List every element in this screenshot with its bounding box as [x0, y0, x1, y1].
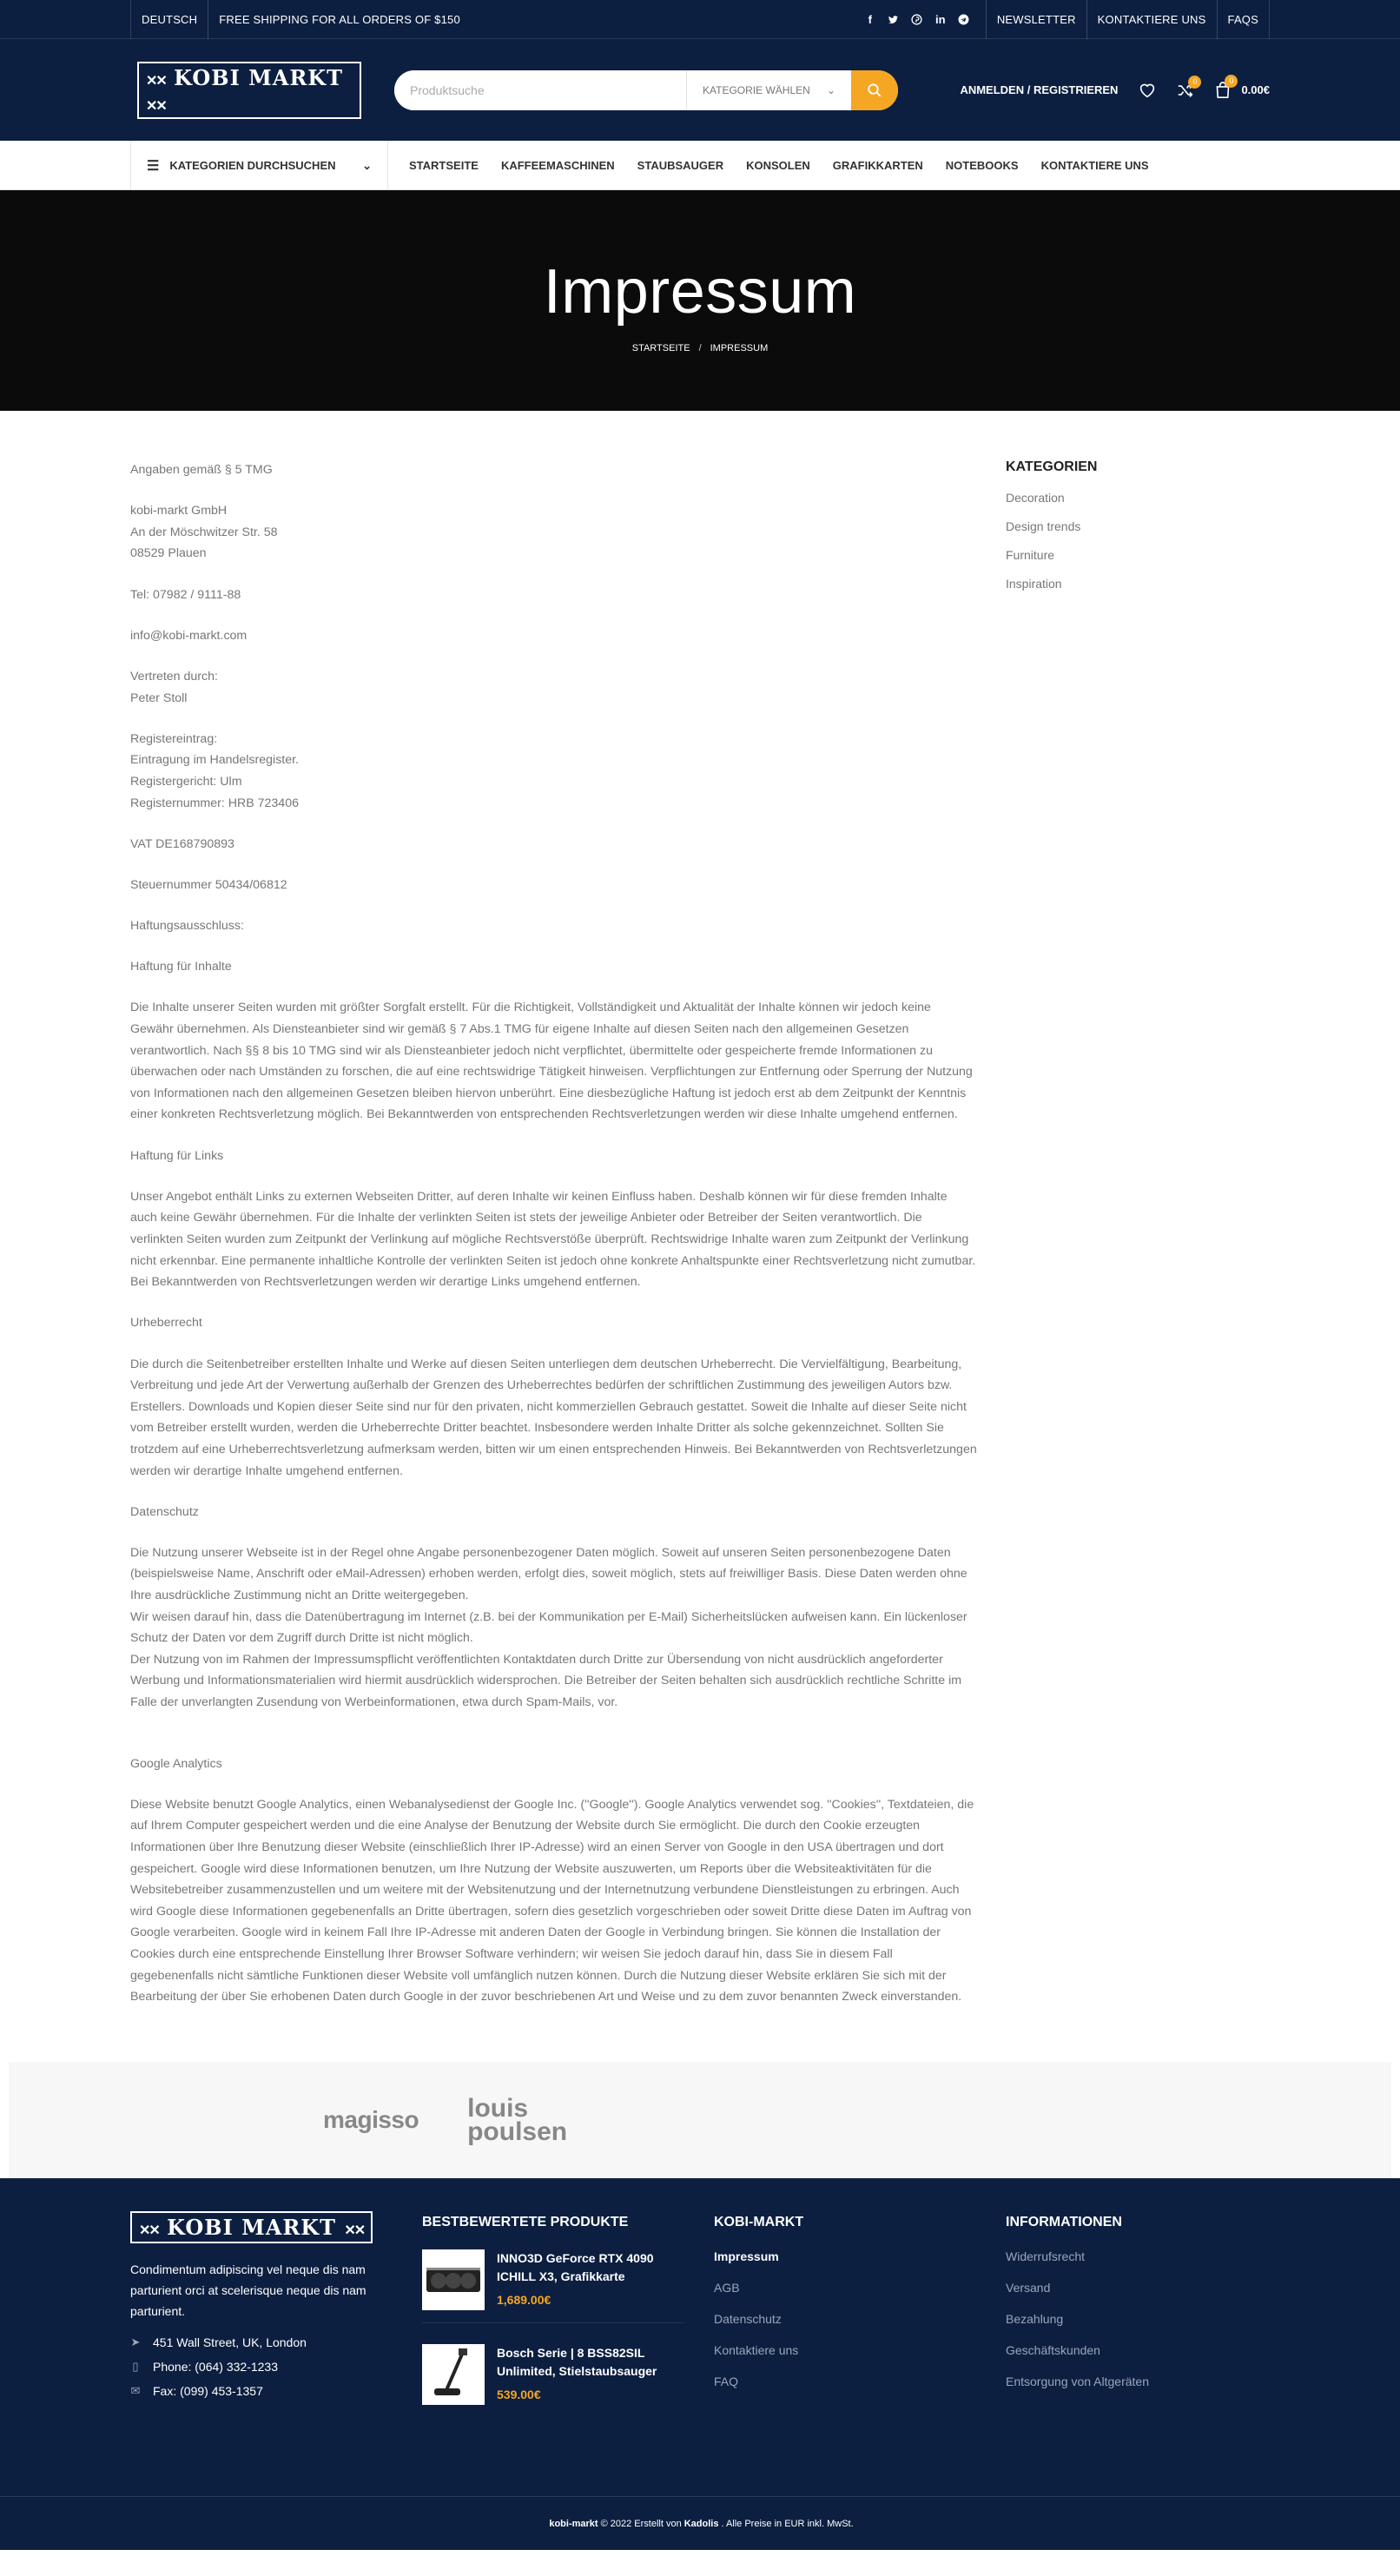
- twitter-icon[interactable]: [888, 15, 900, 25]
- email-text: info@kobi-markt.com: [130, 628, 248, 643]
- phone-icon: ▯: [132, 2360, 139, 2374]
- section-heading: Datenschutz: [130, 1504, 199, 1519]
- chevron-down-icon: ⌄: [826, 83, 835, 96]
- shipping-notice: FREE SHIPPING FOR ALL ORDERS OF $150: [208, 0, 471, 39]
- language-switcher[interactable]: DEUTSCH: [142, 13, 198, 26]
- text-paragraph: Die Nutzung unserer Webseite ist in der Regel ohne Angabe personenbezogener Daten möglich. Soweit auf unseren Seiten personenbezogene Daten (beispielsweise Name, Anschrift oder eMail-Adressen) erhoben werden, erfolgt dies, soweit möglich, stets auf freiwilliger Basis. Diese Daten werden ohne Ihre ausdrückliche Zustimmung nicht an Dritte weitergegeben. Wir weisen darauf hin, dass die Datenübertragung im Internet (z.B. bei der Kommunikation per E-Mail) Sicherheitslücken aufweisen kann. Ein lückenloser Schutz der Daten vor dem Zugriff durch Dritte ist nicht möglich. Der Nutzung von im Rahmen der Impressumspflicht veröffentlichten Kontaktdaten durch Dritte zur Übersendung von nicht ausdrücklich angeforderter Werbung und Informationsmaterialien wird hiermit ausdrücklich widersprochen. Die Betreiber der Seiten behalten sich ausdrücklich rechtliche Schritte im Falle der unverlangten Zusendung von Werbeinformationen, etwa durch Spam-Mails, vor.: [130, 1545, 967, 1710]
- footer-link-widerrufsrecht[interactable]: Widerrufsrecht: [1006, 2249, 1086, 2264]
- section-heading: Haftungsausschluss:: [130, 919, 244, 934]
- facebook-icon[interactable]: f: [868, 13, 872, 26]
- sidebar-item-inspiration[interactable]: Inspiration: [1006, 577, 1062, 591]
- representative-text: Vertreten durch: Peter Stoll: [130, 669, 218, 705]
- top-bar: [0, 0, 1400, 39]
- wishlist-icon[interactable]: [1139, 83, 1156, 98]
- brand-logo-magisso[interactable]: magisso: [323, 2106, 419, 2134]
- product-price: 1,689.00€: [497, 2293, 551, 2308]
- page-title-banner: [0, 190, 1400, 411]
- category-select[interactable]: KATEGORIE WÄHLEN ⌄: [686, 70, 851, 110]
- product-image-graphics-card: [422, 2249, 485, 2310]
- section-heading: Urheberrecht: [130, 1316, 202, 1331]
- site-logo[interactable]: ✕✕ KOBI MARKT ✕✕: [137, 75, 361, 106]
- breadcrumb-current: IMPRESSUM: [710, 343, 769, 353]
- brands-strip: [9, 2062, 1391, 2178]
- product-price: 539.00€: [497, 2388, 541, 2402]
- copyright-text: © 2022 Erstellt von: [600, 2518, 682, 2529]
- footer-fax: Fax: (099) 453-1357: [153, 2384, 263, 2399]
- cart-button[interactable]: [1215, 76, 1270, 99]
- footer-address: 451 Wall Street, UK, London: [153, 2335, 307, 2350]
- footer-link-faq[interactable]: FAQ: [714, 2375, 739, 2389]
- footer-phone: Phone: (064) 332-1233: [153, 2360, 278, 2375]
- hamburger-icon: ☰: [147, 158, 160, 174]
- product-item[interactable]: [422, 2344, 684, 2417]
- text-paragraph: Angaben gemäß § 5 TMG: [130, 463, 273, 477]
- footer-link-versand[interactable]: Versand: [1006, 2281, 1051, 2295]
- sidebar-item-design-trends[interactable]: Design trends: [1006, 519, 1081, 533]
- sidebar-item-decoration[interactable]: Decoration: [1006, 491, 1065, 505]
- pinterest-icon[interactable]: [911, 14, 923, 25]
- section-heading: Google Analytics: [130, 1756, 222, 1771]
- copyright-brand: kobi-markt: [549, 2518, 598, 2529]
- footer-link-bezahlung[interactable]: Bezahlung: [1006, 2312, 1064, 2327]
- footer-description: Condimentum adipiscing vel neque dis nam parturient orci at scelerisque neque dis nam parturient.: [130, 2262, 367, 2319]
- linkedin-icon[interactable]: in: [935, 13, 946, 26]
- product-name: Bosch Serie | 8 BSS82SIL Unlimited, Stielstaubsauger: [497, 2346, 657, 2379]
- chevron-down-icon: ⌄: [362, 158, 372, 172]
- nav-item-grafikkarten[interactable]: GRAFIKKARTEN: [832, 159, 923, 172]
- sidebar-item-furniture[interactable]: Furniture: [1006, 548, 1055, 562]
- page-title: Impressum: [543, 257, 857, 327]
- text-paragraph: Unser Angebot enthält Links zu externen Webseiten Dritter, auf deren Inhalte wir keinen Einfluss haben. Deshalb können wir für diese fremden Inhalte auch keine Gewähr übernehmen. Für die Inhalte der verlinkten Seiten ist stets der jeweilige Anbieter oder Betreiber der Seiten verantwortlich. Die verlinkten Seiten wurden zum Zeitpunkt der Verlinkung auf mögliche Rechtsverstöße überprüft. Rechtswidrige Inhalte waren zum Zeitpunkt der Verlinkung nicht erkennbar. Eine permanente inhaltliche Kontrolle der verlinkten Seiten ist jedoch ohne konkrete Anhaltspunkte einer Rechtsverletzung nicht zumutbar. Bei Bekanntwerden von Rechtsverletzungen werden wir derartige Links umgehend entfernen.: [130, 1189, 976, 1290]
- footer-link-impressum[interactable]: Impressum: [714, 2249, 779, 2264]
- section-heading: Haftung für Links: [130, 1148, 224, 1163]
- breadcrumb-home[interactable]: STARTSEITE: [631, 343, 690, 353]
- footer-logo[interactable]: ✕✕ KOBI MARKT ✕✕: [130, 2215, 373, 2240]
- login-register-link[interactable]: ANMELDEN / REGISTRIEREN: [960, 83, 1119, 96]
- product-item[interactable]: [422, 2249, 684, 2323]
- footer-kobi-title: KOBI-MARKT: [714, 2215, 804, 2230]
- breadcrumb: STARTSEITE / IMPRESSUM: [631, 343, 769, 353]
- footer-info-title: INFORMATIONEN: [1006, 2215, 1122, 2230]
- tax-number-text: Steuernummer 50434/06812: [130, 877, 287, 892]
- nav-item-startseite[interactable]: STARTSEITE: [409, 159, 479, 172]
- location-icon: ➤: [130, 2335, 141, 2349]
- company-address: kobi-markt GmbH An der Möschwitzer Str. 58 08529 Plauen: [130, 504, 278, 561]
- search-icon: [867, 83, 882, 98]
- nav-item-staubsauger[interactable]: STAUBSAUGER: [637, 159, 724, 172]
- footer-link-entsorgung[interactable]: Entsorgung von Altgeräten: [1006, 2375, 1150, 2389]
- search-button[interactable]: [851, 70, 898, 110]
- search-form: [394, 70, 898, 110]
- product-name: INNO3D GeForce RTX 4090 ICHILL X3, Grafikkarte: [497, 2251, 654, 2284]
- main-header: [0, 39, 1400, 141]
- footer-link-geschaeftskunden[interactable]: Geschäftskunden: [1006, 2343, 1100, 2358]
- sidebar-title: KATEGORIEN: [1006, 459, 1098, 474]
- sidebar: [1006, 459, 1270, 2027]
- text-paragraph: Die Inhalte unserer Seiten wurden mit größter Sorgfalt erstellt. Für die Richtigkeit, Vollständigkeit und Aktualität der Inhalte können wir jedoch keine Gewähr übernehmen. Als Diensteanbieter sind wir gemäß § 7 Abs.1 TMG für eigene Inhalte auf diesen Seiten nach den allgemeinen Gesetzen verantwortlich. Nach §§ 8 bis 10 TMG sind wir als Diensteanbieter jedoch nicht verpflichtet, übermittelte oder gespeicherte fremde Informationen zu überwachen oder nach Umständen zu forschen, die auf eine rechtswidrige Tätigkeit hinweisen. Verpflichtungen zur Entfernung oder Sperrung der Nutzung von Informationen nach den allgemeinen Gesetzen bleiben hiervon unberührt. Eine diesbezügliche Haftung ist jedoch erst ab dem Zeitpunkt der Kenntnis einer konkreten Rechtsverletzung möglich. Bei Bekanntwerden von entsprechenden Rechtsverletzungen werden wir diese Inhalte umgehend entfernen.: [130, 1001, 973, 1122]
- copyright-bar: [0, 2496, 1400, 2550]
- main-nav: [0, 141, 1400, 190]
- nav-item-kontakt[interactable]: KONTAKTIERE UNS: [1040, 159, 1149, 172]
- footer-products-title: BESTBEWERTETE PRODUKTE: [422, 2215, 629, 2230]
- compare-icon[interactable]: [1177, 77, 1198, 98]
- compare-count: 0: [1188, 76, 1201, 89]
- social-links: [864, 0, 986, 39]
- footer-link-datenschutz[interactable]: Datenschutz: [714, 2312, 782, 2327]
- text-paragraph: Diese Website benutzt Google Analytics, einen Webanalysedienst der Google Inc. (''Google''). Google Analytics verwendet sog. ''Cookies'', Textdateien, die auf Ihrem Computer gespeichert werden und die eine Analyse der Benutzung der Website durch Sie ermöglicht. Die durch den Cookie erzeugten Informationen über Ihre Benutzung dieser Website (einschließlich Ihrer IP-Adresse) wird an einen Server von Google in den USA übertragen und dort gespeichert. Google wird diese Informationen benutzen, um Ihre Nutzung der Website auszuwerten, um Reports über die Websiteaktivitäten für die Websitebetreiber zusammenzustellen und um weitere mit der Websitenutzung und der Internetnutzung verbundene Dienstleistungen zu erbringen. Auch wird Google diese Informationen gegebenenfalls an Dritte übertragen, sofern dies gesetzlich vorgeschrieben oder soweit Dritte diese Daten im Auftrag von Google verarbeiten. Google wird in keinem Fall Ihre IP-Adresse mit anderen Daten der Google in Verbindung bringen. Sie können die Installation der Cookies durch eine entsprechende Einstellung Ihrer Browser Software verhindern; wir weisen Sie jedoch darauf hin, dass Sie in diesem Fall gegebenenfalls nicht sämtliche Funktionen dieser Website voll umfänglich nutzen können. Durch die Nutzung dieser Website erklären Sie sich mit der Bearbeitung der über Sie erhobenen Daten durch Google in der zuvor beschriebenen Art und Weise und zu dem zuvor benannten Zweck einverstanden.: [130, 1797, 974, 2005]
- faqs-link[interactable]: FAQS: [1217, 0, 1269, 39]
- phone-text: Tel: 07982 / 9111-88: [130, 587, 241, 602]
- product-image-vacuum: [422, 2344, 485, 2405]
- search-input[interactable]: [394, 70, 686, 110]
- browse-categories-button[interactable]: ☰ KATEGORIEN DURCHSUCHEN ⌄: [130, 141, 388, 190]
- impressum-content: [130, 459, 977, 2027]
- telegram-icon[interactable]: [958, 14, 970, 25]
- cart-total: 0.00€: [1241, 83, 1270, 96]
- footer-link-kontakt[interactable]: Kontaktiere uns: [714, 2343, 799, 2358]
- footer-link-agb[interactable]: AGB: [714, 2281, 740, 2295]
- nav-item-konsolen[interactable]: KONSOLEN: [746, 159, 810, 172]
- register-text: Registereintrag: Eintragung im Handelsregister. Registergericht: Ulm Registernummer: HRB 723406: [130, 731, 299, 810]
- nav-item-notebooks[interactable]: NOTEBOOKS: [945, 159, 1019, 172]
- vat-text: VAT DE168790893: [130, 836, 234, 851]
- newsletter-link[interactable]: NEWSLETTER: [986, 0, 1086, 39]
- fax-icon: ✉: [130, 2384, 141, 2398]
- copyright-note: . Alle Preise in EUR inkl. MwSt.: [721, 2518, 854, 2529]
- nav-item-kaffeemaschinen[interactable]: KAFFEEMASCHINEN: [500, 159, 615, 172]
- footer: [0, 2178, 1400, 2496]
- brand-logo-louis-poulsen[interactable]: louis poulsen: [467, 2094, 568, 2147]
- copyright-author-link[interactable]: Kadolis: [683, 2518, 719, 2529]
- cart-icon: [1215, 76, 1234, 99]
- contact-link[interactable]: KONTAKTIERE UNS: [1086, 0, 1217, 39]
- section-heading: Haftung für Inhalte: [130, 960, 232, 974]
- cart-count: 0: [1225, 75, 1238, 88]
- text-paragraph: Die durch die Seitenbetreiber erstellten Inhalte und Werke auf diesen Seiten unterliegen dem deutschen Urheberrecht. Die Vervielfältigung, Bearbeitung, Verbreitung und jede Art der Verwertung außerhalb der Grenzen des Urheberrechtes bedürfen der schriftlichen Zustimmung des jeweiligen Autors bzw. Erstellers. Downloads und Kopien dieser Seite sind nur für den privaten, nicht kommerziellen Gebrauch gestattet. Soweit die Inhalte auf dieser Seite nicht vom Betreiber erstellt wurden, werden die Urheberrechte Dritter beachtet. Insbesondere werden Inhalte Dritter als solche gekennzeichnet. Sollten Sie trotzdem auf eine Urheberrechtsverletzung aufmerksam werden, bitten wir um einen entsprechenden Hinweis. Bei Bekanntwerden von Rechtsverletzungen werden wir derartige Inhalte umgehend entfernen.: [130, 1357, 977, 1478]
